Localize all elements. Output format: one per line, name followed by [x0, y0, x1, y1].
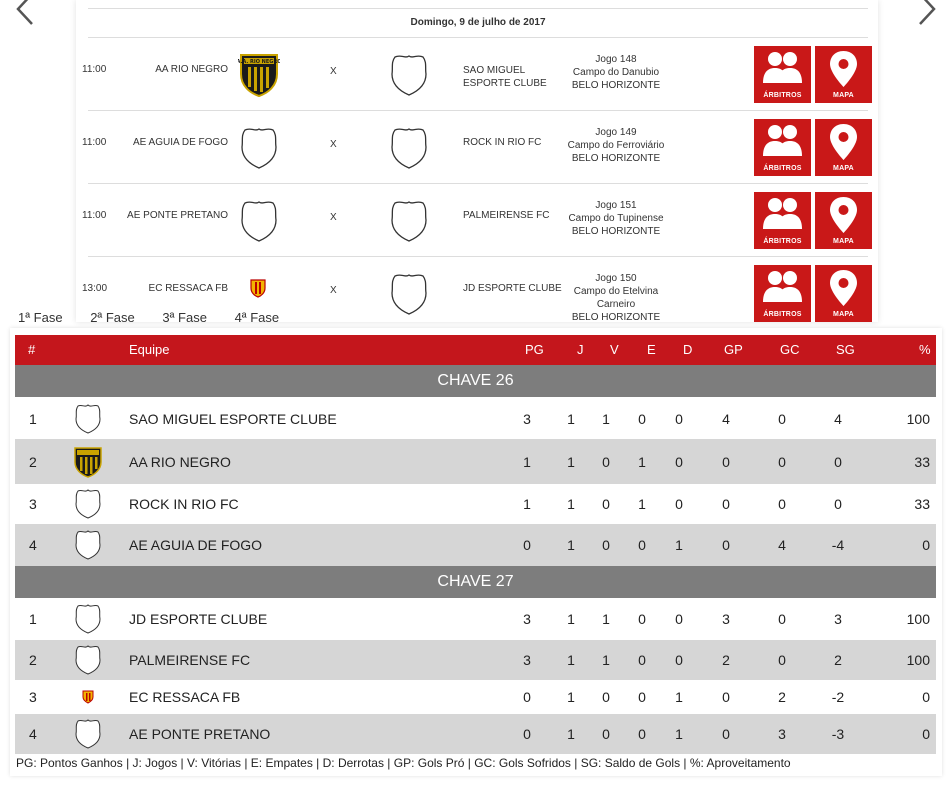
arbitros-button[interactable]: ÁRBITROS [754, 46, 811, 103]
row-gp: 0 [722, 689, 730, 705]
row-pg: 0 [523, 689, 531, 705]
rio-negro-crest-icon [73, 446, 103, 478]
row-j: 1 [567, 537, 575, 553]
row-position: 3 [29, 689, 37, 705]
row-v: 1 [602, 411, 610, 427]
table-row [15, 439, 936, 484]
table-row [15, 399, 936, 439]
map-pin-icon [823, 268, 864, 308]
table-row [15, 640, 936, 680]
referees-icon [762, 268, 803, 308]
row-sg: 3 [834, 611, 842, 627]
game-time: 13:00 [82, 283, 108, 294]
row-pg: 1 [523, 496, 531, 512]
versus-label: X [330, 285, 337, 296]
row-j: 1 [567, 726, 575, 742]
row-pct: 100 [906, 411, 930, 427]
mapa-button[interactable]: MAPA [815, 119, 872, 176]
home-team: AE AGUIA DE FOGO [132, 137, 228, 148]
map-pin-icon [823, 195, 864, 235]
mapa-button[interactable]: MAPA [815, 265, 872, 322]
versus-label: X [330, 66, 337, 77]
ressaca-crest-icon [73, 681, 103, 713]
row-gp: 0 [722, 537, 730, 553]
row-v: 0 [602, 689, 610, 705]
row-j: 1 [567, 652, 575, 668]
away-team: SAO MIGUEL ESPORTE CLUBE [463, 65, 547, 89]
row-team-name[interactable]: AA RIO NEGRO [129, 454, 231, 470]
map-pin-icon [823, 122, 864, 162]
row-pg: 0 [523, 726, 531, 742]
row-v: 0 [602, 726, 610, 742]
row-pct: 0 [922, 537, 930, 553]
row-team-name[interactable]: AE AGUIA DE FOGO [129, 537, 263, 553]
row-position: 4 [29, 537, 37, 553]
game-info: Jogo 148 Campo do Danubio BELO HORIZONTE [571, 54, 661, 91]
row-d: 1 [675, 726, 683, 742]
row-e: 1 [638, 454, 646, 470]
row-team-name[interactable]: SAO MIGUEL ESPORTE CLUBE [129, 411, 337, 427]
row-pct: 100 [906, 652, 930, 668]
home-team: EC RESSACA FB [148, 283, 228, 294]
row-e: 0 [638, 689, 646, 705]
home-team: AA RIO NEGRO [155, 64, 228, 75]
game-time: 11:00 [82, 210, 107, 221]
mapa-button[interactable]: MAPA [815, 46, 872, 103]
row-position: 1 [29, 611, 37, 627]
col-pct: % [919, 342, 931, 357]
row-position: 1 [29, 411, 37, 427]
row-position: 2 [29, 454, 37, 470]
row-d: 0 [675, 411, 683, 427]
game-info: Jogo 149 Campo do Ferroviário BELO HORIZONTE [567, 127, 665, 164]
versus-label: X [330, 139, 337, 150]
row-e: 1 [638, 496, 646, 512]
col-team: Equipe [129, 342, 170, 357]
game-row [82, 38, 868, 111]
phase-tabs [18, 310, 303, 328]
row-gc: 3 [778, 726, 786, 742]
row-position: 3 [29, 496, 37, 512]
row-j: 1 [567, 454, 575, 470]
game-info: Jogo 151 Campo do Tupinense BELO HORIZONTE [568, 200, 664, 237]
row-gp: 4 [722, 411, 730, 427]
chevron-right-icon [912, 0, 942, 26]
referees-icon [762, 122, 803, 162]
row-sg: -4 [831, 537, 845, 553]
mapa-button[interactable]: MAPA [815, 192, 872, 249]
shield-blank-icon [73, 718, 103, 750]
row-gc: 0 [778, 611, 786, 627]
carousel-next-button[interactable] [912, 0, 942, 26]
row-j: 1 [567, 611, 575, 627]
row-position: 4 [29, 726, 37, 742]
row-d: 0 [675, 652, 683, 668]
row-gc: 0 [778, 496, 786, 512]
row-pg: 3 [523, 411, 531, 427]
col-pg: PG [525, 342, 544, 357]
arbitros-button[interactable]: ÁRBITROS [754, 265, 811, 322]
row-sg: 0 [834, 454, 842, 470]
row-sg: -2 [831, 689, 845, 705]
row-pct: 0 [922, 726, 930, 742]
row-gp: 0 [722, 726, 730, 742]
table-row [15, 680, 936, 714]
row-gc: 2 [778, 689, 786, 705]
row-e: 0 [638, 611, 646, 627]
table-row [15, 484, 936, 524]
referees-icon [762, 49, 803, 89]
game-info: Jogo 150 Campo do Etelvina Carneiro BELO HORIZONTE [571, 273, 661, 322]
row-pg: 0 [523, 537, 531, 553]
game-row [82, 111, 868, 184]
row-gp: 2 [722, 652, 730, 668]
shield-blank-icon [73, 488, 103, 520]
shield-blank-icon [73, 529, 103, 561]
row-team-name[interactable]: AE PONTE PRETANO [129, 726, 271, 742]
shield-blank-icon [388, 125, 430, 171]
col-d: D [683, 342, 693, 357]
home-team: AE PONTE PRETANO [127, 210, 228, 221]
col-v: V [610, 342, 619, 357]
row-team-name[interactable]: PALMEIRENSE FC [129, 652, 251, 668]
arbitros-button[interactable]: ÁRBITROS [754, 119, 811, 176]
row-sg: -3 [831, 726, 845, 742]
group-title: CHAVE 26 [15, 365, 936, 397]
arbitros-button[interactable]: ÁRBITROS [754, 192, 811, 249]
svg-text:A.A. RIO NEGRO: A.A. RIO NEGRO [238, 59, 280, 65]
table-header [15, 335, 936, 365]
tab-fase-3[interactable]: 3ª Fase [162, 310, 207, 325]
table-legend: PG: Pontos Ganhos | J: Jogos | V: Vitórias | E: Empates | D: Derrotas | GP: Gols Pró | GC: Gols Sofridos | SG: Saldo de Gols | %: Aproveitamento [16, 756, 791, 770]
col-sg: SG [836, 342, 855, 357]
game-row [82, 184, 868, 257]
away-team: ROCK IN RIO FC [463, 137, 542, 148]
shield-blank-icon [388, 198, 430, 244]
col-e: E [647, 342, 656, 357]
row-v: 1 [602, 611, 610, 627]
carousel-prev-button[interactable] [10, 0, 40, 26]
rio-negro-crest-icon [238, 52, 280, 98]
row-d: 1 [675, 537, 683, 553]
shield-blank-icon [73, 603, 103, 635]
tab-fase-4[interactable]: 4ª Fase [234, 310, 280, 325]
shield-blank-icon [73, 403, 103, 435]
game-time: 11:00 [82, 64, 107, 75]
row-pct: 0 [922, 689, 930, 705]
col-pos: # [28, 342, 36, 357]
shield-blank-icon [238, 125, 280, 171]
tab-fase-2[interactable]: 2ª Fase [90, 310, 135, 325]
row-pg: 1 [523, 454, 531, 470]
away-team: PALMEIRENSE FC [463, 210, 550, 221]
row-v: 0 [602, 496, 610, 512]
games-date: Domingo, 9 de julho de 2017 [88, 8, 868, 38]
standings-table [10, 328, 942, 776]
table-row [15, 714, 936, 754]
group-title: CHAVE 27 [15, 566, 936, 598]
row-team-name[interactable]: JD ESPORTE CLUBE [129, 611, 268, 627]
row-e: 0 [638, 726, 646, 742]
row-position: 2 [29, 652, 37, 668]
row-pg: 3 [523, 611, 531, 627]
row-v: 0 [602, 454, 610, 470]
row-j: 1 [567, 496, 575, 512]
row-gc: 0 [778, 652, 786, 668]
row-gp: 3 [722, 611, 730, 627]
table-row [15, 598, 936, 640]
row-gp: 0 [722, 454, 730, 470]
row-d: 0 [675, 611, 683, 627]
row-team-name[interactable]: ROCK IN RIO FC [129, 496, 239, 512]
row-j: 1 [567, 411, 575, 427]
referees-icon [762, 195, 803, 235]
row-gp: 0 [722, 496, 730, 512]
versus-label: X [330, 212, 337, 223]
row-gc: 0 [778, 454, 786, 470]
row-e: 0 [638, 652, 646, 668]
shield-blank-icon [388, 52, 430, 98]
game-time: 11:00 [82, 137, 107, 148]
shield-blank-icon [73, 644, 103, 676]
col-gc: GC [780, 342, 800, 357]
ressaca-crest-icon [249, 278, 267, 298]
row-d: 0 [675, 454, 683, 470]
row-sg: 4 [834, 411, 842, 427]
row-v: 1 [602, 652, 610, 668]
row-e: 0 [638, 411, 646, 427]
row-d: 0 [675, 496, 683, 512]
row-team-name[interactable]: EC RESSACA FB [129, 689, 241, 705]
row-v: 0 [602, 537, 610, 553]
away-team: JD ESPORTE CLUBE [463, 283, 562, 294]
shield-blank-icon [238, 198, 280, 244]
row-pg: 3 [523, 652, 531, 668]
tab-fase-1[interactable]: 1ª Fase [18, 310, 63, 325]
shield-blank-icon [388, 271, 430, 317]
row-pct: 100 [906, 611, 930, 627]
games-panel [76, 0, 878, 322]
row-pct: 33 [914, 454, 930, 470]
row-sg: 2 [834, 652, 842, 668]
chevron-left-icon [10, 0, 40, 26]
table-row [15, 524, 936, 566]
map-pin-icon [823, 49, 864, 89]
col-j: J [577, 342, 584, 357]
row-e: 0 [638, 537, 646, 553]
row-j: 1 [567, 689, 575, 705]
row-pct: 33 [914, 496, 930, 512]
row-d: 1 [675, 689, 683, 705]
row-sg: 0 [834, 496, 842, 512]
row-gc: 4 [778, 537, 786, 553]
col-gp: GP [724, 342, 743, 357]
row-gc: 0 [778, 411, 786, 427]
